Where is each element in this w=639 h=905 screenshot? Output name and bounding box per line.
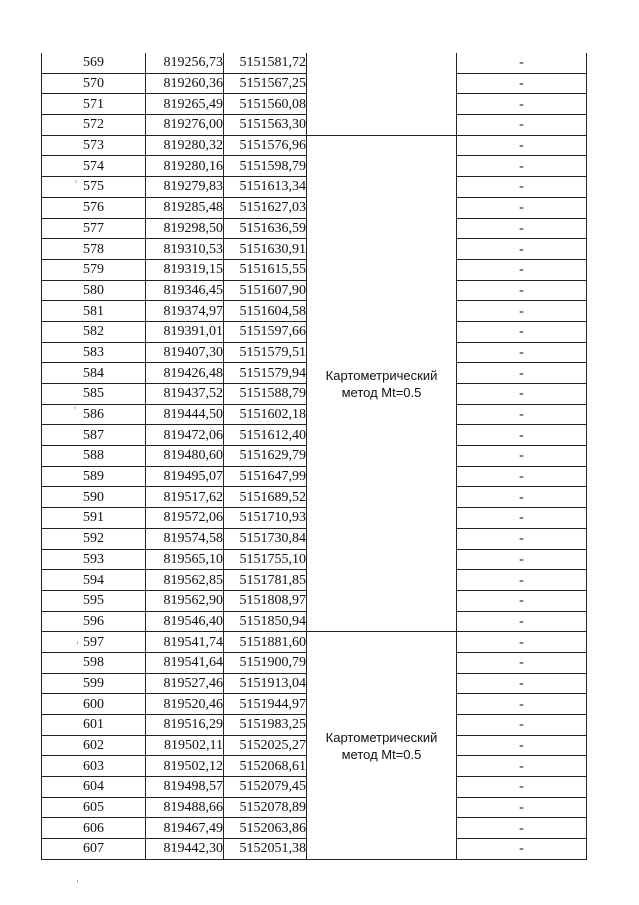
note-cell: - xyxy=(457,384,587,405)
note-cell: - xyxy=(457,342,587,363)
x-coordinate-cell: 819426,48 xyxy=(146,363,224,384)
x-coordinate-cell: 819265,49 xyxy=(146,94,224,115)
point-number-cell: 602 xyxy=(42,735,146,756)
x-coordinate-cell: 819280,32 xyxy=(146,135,224,156)
y-coordinate-cell: 5151588,79 xyxy=(224,384,307,405)
x-coordinate-cell: 819498,57 xyxy=(146,777,224,798)
point-number-cell: 595 xyxy=(42,590,146,611)
x-coordinate-cell: 819517,62 xyxy=(146,487,224,508)
point-number-cell: 599 xyxy=(42,673,146,694)
y-coordinate-cell: 5151615,55 xyxy=(224,259,307,280)
y-coordinate-cell: 5151710,93 xyxy=(224,508,307,529)
x-coordinate-cell: 819541,64 xyxy=(146,652,224,673)
y-coordinate-cell: 5151913,04 xyxy=(224,673,307,694)
note-cell: - xyxy=(457,446,587,467)
note-cell: - xyxy=(457,404,587,425)
point-number-cell: 589 xyxy=(42,466,146,487)
note-cell: - xyxy=(457,218,587,239)
x-coordinate-cell: 819285,48 xyxy=(146,197,224,218)
point-number-cell: 592 xyxy=(42,528,146,549)
note-cell: - xyxy=(457,528,587,549)
x-coordinate-cell: 819527,46 xyxy=(146,673,224,694)
point-number-cell: 586 xyxy=(42,404,146,425)
y-coordinate-cell: 5152063,86 xyxy=(224,818,307,839)
note-cell: - xyxy=(457,735,587,756)
y-coordinate-cell: 5151560,08 xyxy=(224,94,307,115)
y-coordinate-cell: 5151627,03 xyxy=(224,197,307,218)
x-coordinate-cell: 819437,52 xyxy=(146,384,224,405)
point-number-cell: 600 xyxy=(42,694,146,715)
method-cell xyxy=(307,53,457,135)
x-coordinate-cell: 819391,01 xyxy=(146,321,224,342)
point-number-cell: 594 xyxy=(42,570,146,591)
note-cell: - xyxy=(457,156,587,177)
y-coordinate-cell: 5151597,66 xyxy=(224,321,307,342)
note-cell: - xyxy=(457,259,587,280)
point-number-cell: 577 xyxy=(42,218,146,239)
point-number-cell: 574 xyxy=(42,156,146,177)
y-coordinate-cell: 5151881,60 xyxy=(224,632,307,653)
note-cell: - xyxy=(457,839,587,860)
point-number-cell: 588 xyxy=(42,446,146,467)
note-cell: - xyxy=(457,363,587,384)
note-cell: - xyxy=(457,135,587,156)
note-cell: - xyxy=(457,797,587,818)
scan-mark: ' xyxy=(74,405,77,417)
x-coordinate-cell: 819374,97 xyxy=(146,301,224,322)
y-coordinate-cell: 5152025,27 xyxy=(224,735,307,756)
method-cell xyxy=(307,632,457,860)
note-cell: - xyxy=(457,590,587,611)
y-coordinate-cell: 5151579,94 xyxy=(224,363,307,384)
y-coordinate-cell: 5151636,59 xyxy=(224,218,307,239)
y-coordinate-cell: 5151581,72 xyxy=(224,53,307,73)
point-number-cell: 585 xyxy=(42,384,146,405)
note-cell: - xyxy=(457,280,587,301)
x-coordinate-cell: 819467,49 xyxy=(146,818,224,839)
note-cell: - xyxy=(457,177,587,198)
method-text-line: Картометрический xyxy=(325,367,438,383)
y-coordinate-cell: 5151567,25 xyxy=(224,73,307,94)
coordinates-table xyxy=(41,53,587,860)
x-coordinate-cell: 819546,40 xyxy=(146,611,224,632)
y-coordinate-cell: 5151647,99 xyxy=(224,466,307,487)
point-number-cell: 607 xyxy=(42,839,146,860)
note-cell: - xyxy=(457,508,587,529)
method-text-line: Картометрический xyxy=(325,729,438,745)
x-coordinate-cell: 819256,73 xyxy=(146,53,224,73)
x-coordinate-cell: 819298,50 xyxy=(146,218,224,239)
x-coordinate-cell: 819319,15 xyxy=(146,259,224,280)
point-number-cell: 598 xyxy=(42,652,146,673)
point-number-cell: 590 xyxy=(42,487,146,508)
note-cell: - xyxy=(457,549,587,570)
point-number-cell: 578 xyxy=(42,239,146,260)
note-cell: - xyxy=(457,673,587,694)
note-cell: - xyxy=(457,301,587,322)
point-number-cell: 591 xyxy=(42,508,146,529)
note-cell: - xyxy=(457,652,587,673)
x-coordinate-cell: 819480,60 xyxy=(146,446,224,467)
y-coordinate-cell: 5151850,94 xyxy=(224,611,307,632)
point-number-cell: 572 xyxy=(42,115,146,136)
point-number-cell: 576 xyxy=(42,197,146,218)
note-cell: - xyxy=(457,777,587,798)
point-number-cell: 603 xyxy=(42,756,146,777)
x-coordinate-cell: 819502,11 xyxy=(146,735,224,756)
table-row xyxy=(42,632,587,653)
y-coordinate-cell: 5152068,61 xyxy=(224,756,307,777)
point-number-cell: 575 xyxy=(42,177,146,198)
x-coordinate-cell: 819502,12 xyxy=(146,756,224,777)
y-coordinate-cell: 5152078,89 xyxy=(224,797,307,818)
point-number-cell: 604 xyxy=(42,777,146,798)
y-coordinate-cell: 5151607,90 xyxy=(224,280,307,301)
note-cell: - xyxy=(457,756,587,777)
y-coordinate-cell: 5152079,45 xyxy=(224,777,307,798)
point-number-cell: 582 xyxy=(42,321,146,342)
table-row xyxy=(42,135,587,156)
point-number-cell: 571 xyxy=(42,94,146,115)
y-coordinate-cell: 5151781,85 xyxy=(224,570,307,591)
note-cell: - xyxy=(457,632,587,653)
note-cell: - xyxy=(457,115,587,136)
point-number-cell: 580 xyxy=(42,280,146,301)
x-coordinate-cell: 819562,90 xyxy=(146,590,224,611)
point-number-cell: 606 xyxy=(42,818,146,839)
x-coordinate-cell: 819346,45 xyxy=(146,280,224,301)
scan-mark: ' xyxy=(75,179,78,191)
x-coordinate-cell: 819516,29 xyxy=(146,715,224,736)
y-coordinate-cell: 5151900,79 xyxy=(224,652,307,673)
y-coordinate-cell: 5151563,30 xyxy=(224,115,307,136)
note-cell: - xyxy=(457,466,587,487)
point-number-cell: 584 xyxy=(42,363,146,384)
note-cell: - xyxy=(457,321,587,342)
y-coordinate-cell: 5151630,91 xyxy=(224,239,307,260)
x-coordinate-cell: 819276,00 xyxy=(146,115,224,136)
y-coordinate-cell: 5151604,58 xyxy=(224,301,307,322)
y-coordinate-cell: 5151755,10 xyxy=(224,549,307,570)
x-coordinate-cell: 819574,58 xyxy=(146,528,224,549)
y-coordinate-cell: 5151602,18 xyxy=(224,404,307,425)
x-coordinate-cell: 819520,46 xyxy=(146,694,224,715)
x-coordinate-cell: 819442,30 xyxy=(146,839,224,860)
x-coordinate-cell: 819488,66 xyxy=(146,797,224,818)
x-coordinate-cell: 819407,30 xyxy=(146,342,224,363)
note-cell: - xyxy=(457,73,587,94)
y-coordinate-cell: 5151576,96 xyxy=(224,135,307,156)
x-coordinate-cell: 819310,53 xyxy=(146,239,224,260)
x-coordinate-cell: 819565,10 xyxy=(146,549,224,570)
x-coordinate-cell: 819472,06 xyxy=(146,425,224,446)
point-number-cell: 570 xyxy=(42,73,146,94)
x-coordinate-cell: 819562,85 xyxy=(146,570,224,591)
note-cell: - xyxy=(457,694,587,715)
y-coordinate-cell: 5151579,51 xyxy=(224,342,307,363)
y-coordinate-cell: 5151944,97 xyxy=(224,694,307,715)
x-coordinate-cell: 819279,83 xyxy=(146,177,224,198)
point-number-cell: 569 xyxy=(42,53,146,73)
table-row xyxy=(42,53,587,73)
scan-mark: , xyxy=(76,872,80,884)
point-number-cell: 596 xyxy=(42,611,146,632)
y-coordinate-cell: 5151983,25 xyxy=(224,715,307,736)
y-coordinate-cell: 5151730,84 xyxy=(224,528,307,549)
y-coordinate-cell: 5151598,79 xyxy=(224,156,307,177)
point-number-cell: 573 xyxy=(42,135,146,156)
y-coordinate-cell: 5151613,34 xyxy=(224,177,307,198)
note-cell: - xyxy=(457,487,587,508)
x-coordinate-cell: 819495,07 xyxy=(146,466,224,487)
method-cell xyxy=(307,135,457,632)
method-text-line: метод Mt=0.5 xyxy=(341,384,422,400)
note-cell: - xyxy=(457,570,587,591)
note-cell: - xyxy=(457,715,587,736)
coordinates-table-body xyxy=(42,53,587,859)
method-text-line: метод Mt=0.5 xyxy=(341,746,422,762)
note-cell: - xyxy=(457,53,587,73)
point-number-cell: 597 xyxy=(42,632,146,653)
note-cell: - xyxy=(457,94,587,115)
y-coordinate-cell: 5152051,38 xyxy=(224,839,307,860)
note-cell: - xyxy=(457,611,587,632)
x-coordinate-cell: 819444,50 xyxy=(146,404,224,425)
point-number-cell: 583 xyxy=(42,342,146,363)
point-number-cell: 593 xyxy=(42,549,146,570)
note-cell: - xyxy=(457,818,587,839)
note-cell: - xyxy=(457,197,587,218)
note-cell: - xyxy=(457,425,587,446)
x-coordinate-cell: 819541,74 xyxy=(146,632,224,653)
point-number-cell: 579 xyxy=(42,259,146,280)
point-number-cell: 605 xyxy=(42,797,146,818)
y-coordinate-cell: 5151612,40 xyxy=(224,425,307,446)
point-number-cell: 601 xyxy=(42,715,146,736)
x-coordinate-cell: 819572,06 xyxy=(146,508,224,529)
note-cell: - xyxy=(457,239,587,260)
x-coordinate-cell: 819260,36 xyxy=(146,73,224,94)
y-coordinate-cell: 5151808,97 xyxy=(224,590,307,611)
x-coordinate-cell: 819280,16 xyxy=(146,156,224,177)
scan-mark: , xyxy=(76,634,80,646)
point-number-cell: 581 xyxy=(42,301,146,322)
y-coordinate-cell: 5151689,52 xyxy=(224,487,307,508)
point-number-cell: 587 xyxy=(42,425,146,446)
y-coordinate-cell: 5151629,79 xyxy=(224,446,307,467)
